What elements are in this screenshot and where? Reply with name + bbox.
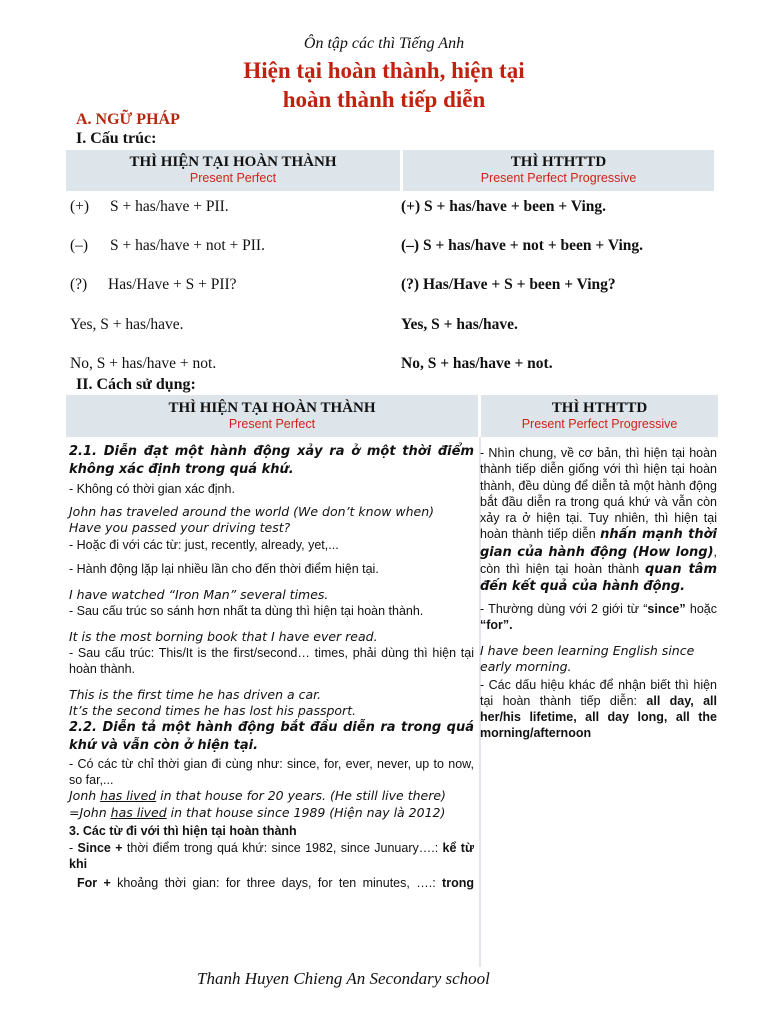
usage-heading-3: 3. Các từ đi với thì hiện tại hoàn thành (69, 824, 297, 838)
example-text: =John (69, 805, 111, 820)
usage-text: - Không có thời gian xác định. (69, 482, 235, 496)
usage-text: - Sau cấu trúc: This/It is the first/second… times, phải dùng thì hiện tại hoàn thành. (69, 646, 474, 676)
usage-example: Have you passed your driving test? (69, 520, 291, 535)
keyword-since: since” (647, 601, 686, 616)
section-a-heading: A. NGỮ PHÁP (76, 111, 180, 128)
structure-left-formula-3: Has/Have + S + PII? (108, 276, 237, 293)
structure-left-formula-1: S + has/have + PII. (110, 198, 229, 215)
structure-right-formula-5: No, S + has/have + not. (401, 355, 553, 372)
usage-heading-2-2: 2.2. Diễn tả một hành động bắt đầu diễn ra trong quá khứ và vẫn còn ở hiện tại. (69, 720, 474, 753)
rule-meaning: kể từ khi (69, 841, 475, 871)
usage-example: I have watched “Iron Man” several times. (69, 587, 329, 602)
usage-right-example: I have been learning English since early morning. (480, 642, 695, 674)
rule-text: thời điểm trong quá khứ: since 1982, since Junuary….: (122, 841, 443, 855)
structure-col1-header (66, 150, 400, 191)
structure-col1-title: THÌ HIỆN TẠI HOÀN THÀNH (129, 154, 337, 170)
usage-col2-header (481, 395, 718, 437)
document-title-line-1: Hiện tại hoàn thành, hiện tại (243, 58, 525, 83)
structure-table-header (66, 150, 714, 191)
usage-heading: II. Cách sử dụng: (76, 376, 196, 393)
structure-right-formula-1: (+) S + has/have + been + Ving. (401, 198, 606, 215)
example-text: in that house since 1989 (Hiện nay là 2012) (166, 805, 446, 820)
signal-words: all day, all her/his lifetime, all day long, all the morning/afternoon (480, 693, 718, 740)
example-text: in that house for 20 years. (He still live there) (156, 788, 446, 803)
keyword-since: Since + (77, 841, 123, 855)
structure-left-formula-4: Yes, S + has/have. (70, 316, 184, 333)
usage-example: This is the first time he has driven a car. (69, 687, 322, 702)
usage-left-column (69, 443, 474, 891)
structure-left-sign-2: (–) (70, 237, 89, 254)
example-text: Jonh (69, 788, 101, 803)
usage-col2-title: THÌ HTHTTD (551, 400, 648, 416)
rule-text: khoảng thời gian: for three days, for ten minutes, ….: (110, 876, 443, 890)
usage-example (69, 805, 474, 821)
structure-col2-title: THÌ HTHTTD (510, 154, 607, 170)
rule-dash: - (69, 841, 78, 855)
usage-example: John has traveled around the world (We don’t know when) (69, 504, 435, 519)
emphasis-result: quan tâm đến kết quả của hành động. (480, 562, 717, 595)
emphasis-how-long: nhấn mạnh thời gian của hành động (How long) (480, 527, 717, 560)
paragraph-text: , còn thì hiện tại hoàn thành (480, 544, 717, 577)
usage-text: - Hoặc đi với các từ: just, recently, already, yet,... (69, 538, 339, 552)
structure-left-formula-5: No, S + has/have + not. (70, 355, 217, 372)
usage-col1-subtitle: Present Perfect (228, 417, 316, 431)
structure-right-formula-4: Yes, S + has/have. (401, 316, 518, 333)
footer-school: Thanh Huyen Chieng An Secondary school (197, 969, 490, 988)
structure-col2-subtitle: Present Perfect Progressive (480, 171, 637, 185)
underlined-verb: has lived (100, 788, 157, 803)
structure-heading: I. Cấu trúc: (76, 130, 157, 147)
structure-left-formula-2: S + has/have + not + PII. (110, 237, 265, 254)
structure-col2-header (403, 150, 714, 191)
usage-text: - Có các từ chỉ thời gian đi cùng như: since, for, ever, never, up to now, so far,... (69, 757, 474, 787)
keyword-for: For + (77, 876, 111, 890)
paragraph-text: - Các dấu hiệu khác để nhận biết thì hiện tại hoàn thành tiếp diễn: (480, 677, 717, 708)
keyword-for: “for”. (480, 617, 513, 632)
paragraph-text: hoặc (685, 601, 717, 616)
usage-example: It’s the second times he has lost his passport. (69, 703, 357, 718)
document-title-line-2: hoàn thành tiếp diễn (282, 87, 486, 112)
usage-right-signals (480, 677, 717, 741)
usage-since-rule (69, 840, 474, 872)
usage-example: It is the most borning book that I have ever read. (69, 629, 378, 644)
underlined-verb: has lived (110, 805, 167, 820)
usage-col2-subtitle: Present Perfect Progressive (521, 417, 678, 431)
usage-col1-title: THÌ HIỆN TẠI HOÀN THÀNH (168, 400, 376, 416)
usage-example (69, 788, 474, 804)
usage-table-header (66, 395, 718, 437)
paragraph-text: - Nhìn chung, về cơ bản, thì hiện tại hoàn thành tiếp diễn giống với thì hiện tại hoàn thành, đều dùng để diễn tả một hành động bắt đầu diễn ra trong quá khứ và vẫn còn xảy ra ở hiện tại. Tuy nhiên, thì hiện tại hoàn thành tiếp diễn (480, 446, 717, 542)
structure-right-formula-3: (?) Has/Have + S + been + Ving? (401, 276, 616, 293)
usage-text: - Hành động lặp lại nhiều lần cho đến thời điểm hiện tại. (69, 562, 379, 576)
usage-for-rule (69, 875, 474, 891)
structure-left-sign-3: (?) (70, 276, 88, 293)
usage-right-prepositions (480, 601, 717, 633)
rule-meaning: trong (442, 876, 474, 890)
usage-text: - Sau cấu trúc so sánh hơn nhất ta dùng thì hiện tại hoàn thành. (69, 604, 424, 618)
paragraph-text: - Thường dùng với 2 giới từ “ (480, 601, 648, 616)
usage-col1-header (66, 395, 478, 437)
structure-right-formula-2: (–) S + has/have + not + been + Ving. (401, 237, 644, 254)
usage-right-paragraph (480, 445, 717, 596)
structure-left-sign-1: (+) (70, 198, 90, 215)
document-subtitle: Ôn tập các thì Tiếng Anh (303, 35, 465, 52)
usage-heading-2-1: 2.1. Diễn đạt một hành động xảy ra ở một thời điểm không xác định trong quá khứ. (69, 444, 474, 477)
usage-right-column (480, 445, 717, 741)
structure-col1-subtitle: Present Perfect (189, 171, 277, 185)
